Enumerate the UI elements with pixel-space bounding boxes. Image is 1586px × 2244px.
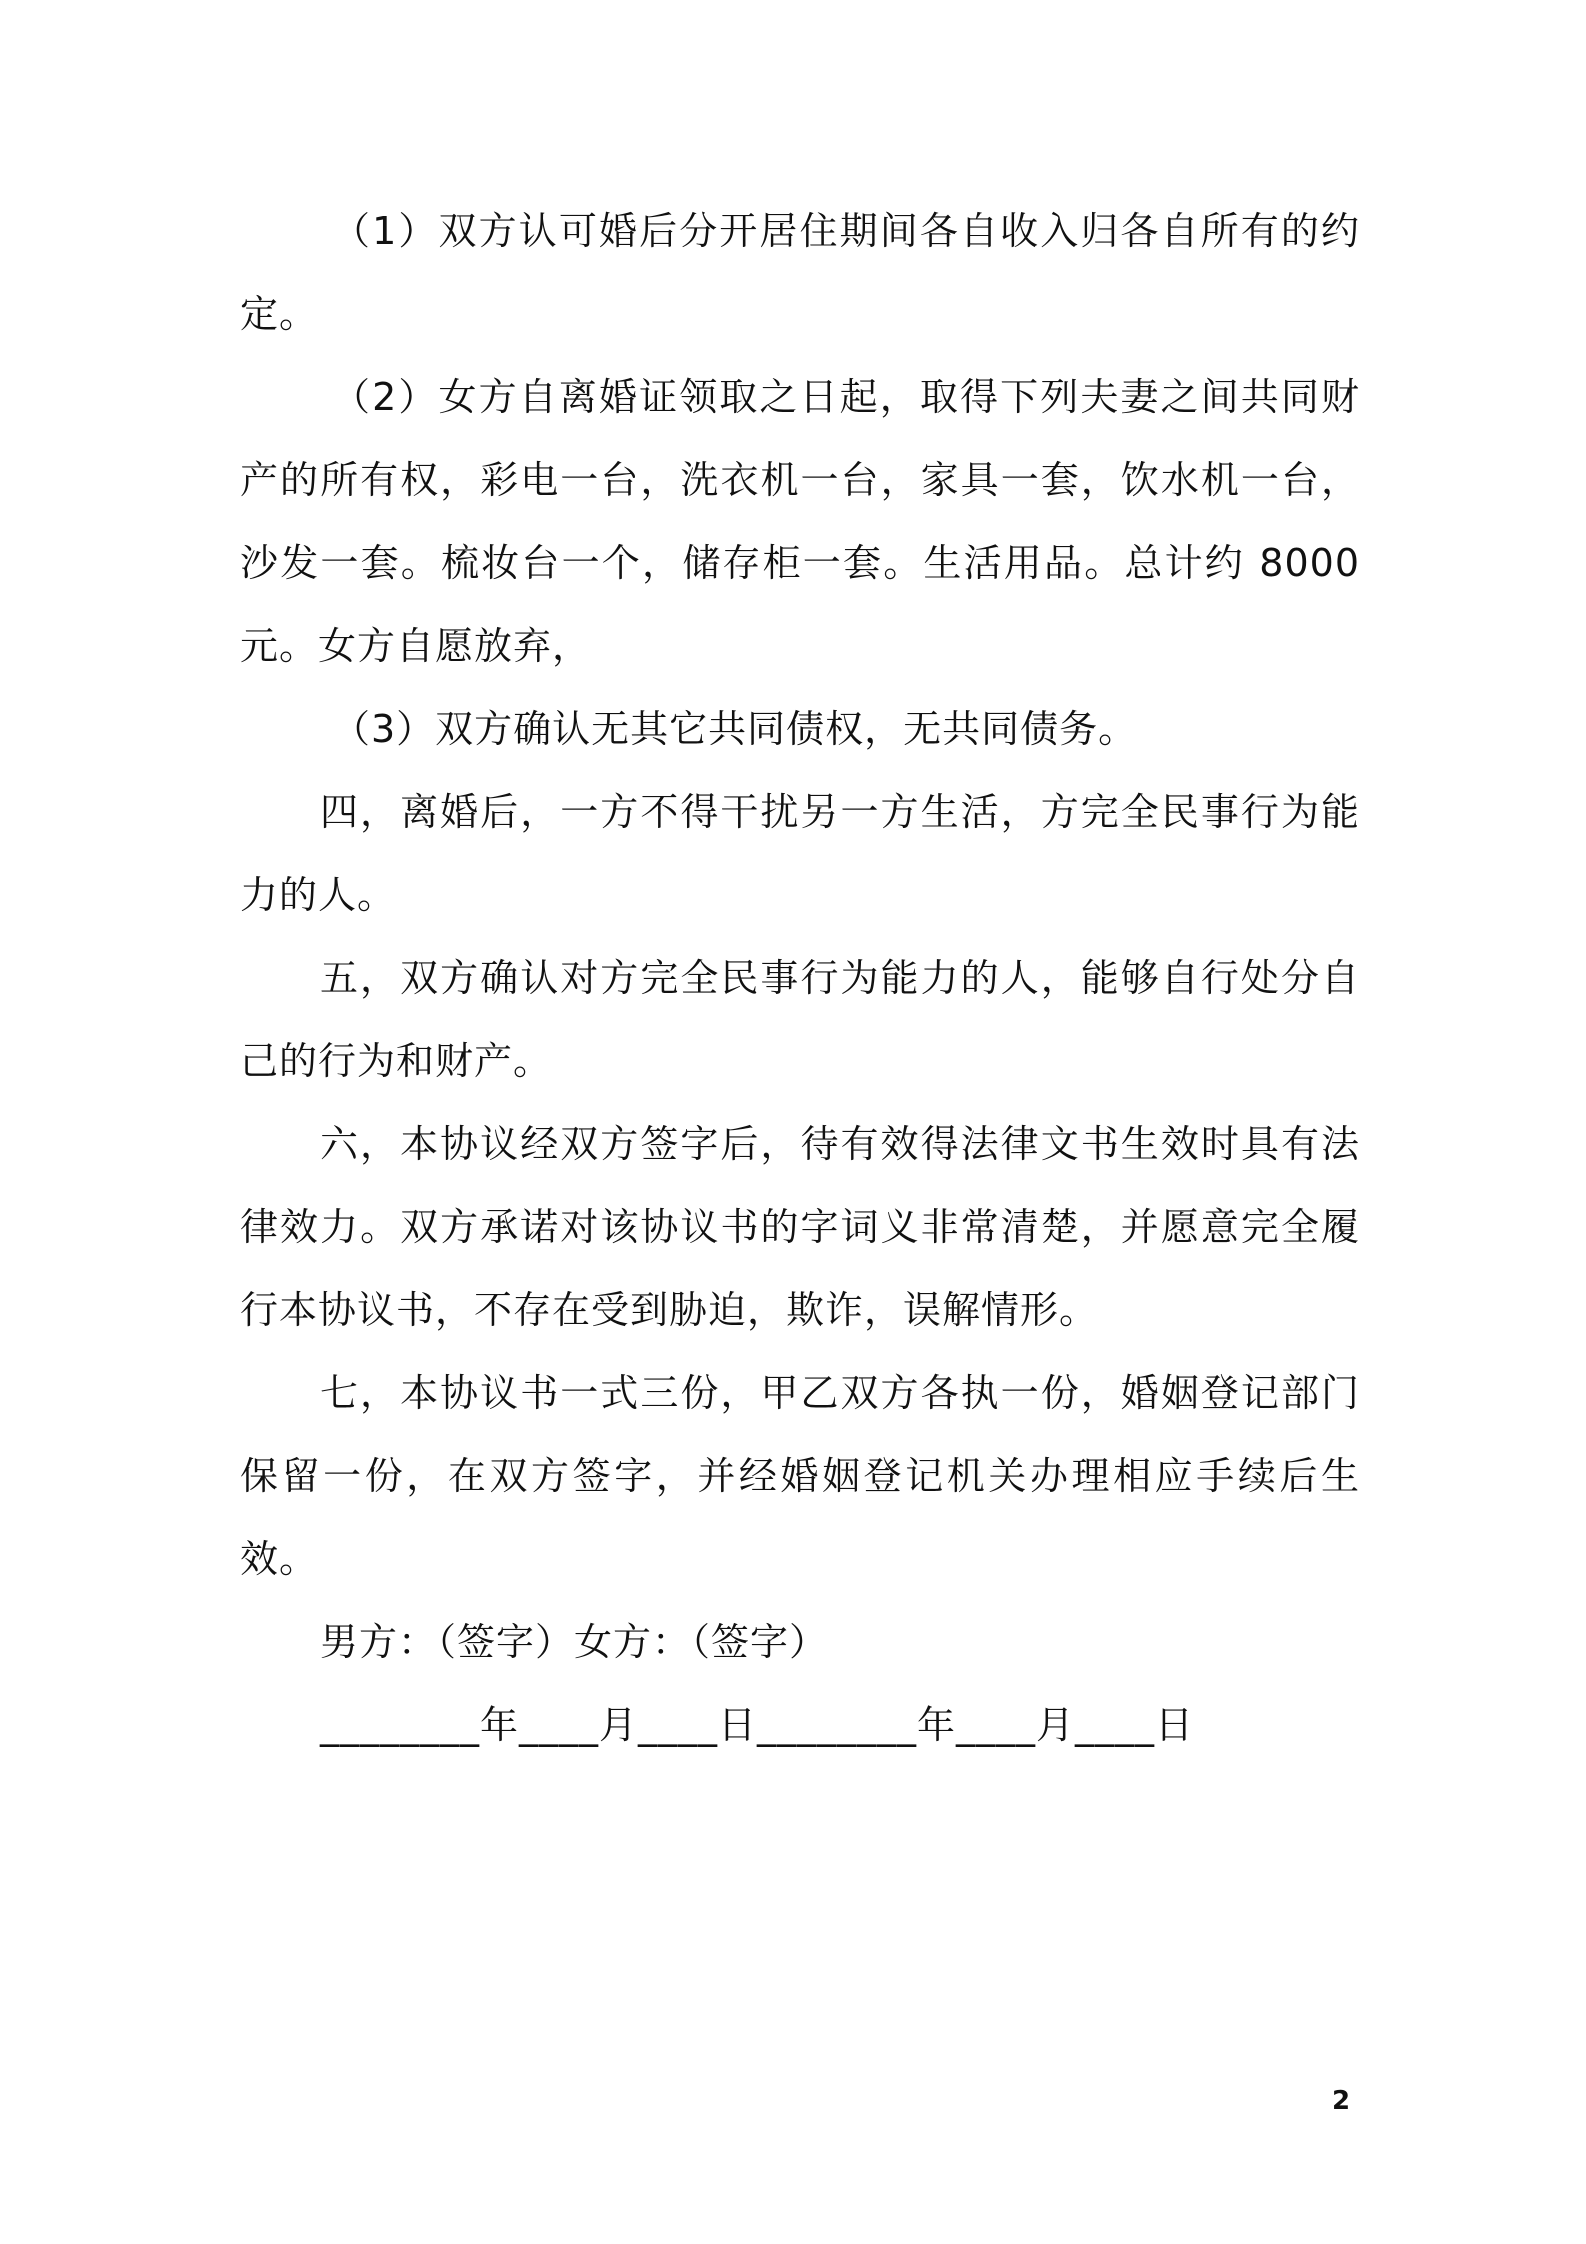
clause-3-debts: （3）双方确认无其它共同债权，无共同债务。 <box>332 707 1138 751</box>
clause-six: 六，本协议经双方签字后，待有效得法律文书生效时具有法律效力。双方承诺对该协议书的字词义非常清楚，并愿意完全履行本协议书，不存在受到胁迫，欺诈，误解情形。 <box>240 1122 1360 1332</box>
clause-seven: 七，本协议书一式三份，甲乙双方各执一份，婚姻登记部门保留一份，在双方签字，并经婚姻登记机关办理相应手续后生效。 <box>240 1371 1360 1581</box>
clause-four: 四，离婚后，一方不得干扰另一方生活，方完全民事行为能力的人。 <box>240 790 1360 917</box>
document-body <box>240 190 1374 1767</box>
clause-five: 五，双方确认对方完全民事行为能力的人，能够自行处分自己的行为和财产。 <box>240 956 1360 1083</box>
date-line: ________年____月____日________年____月____日 <box>320 1703 1195 1747</box>
clause-2-property: （2）女方自离婚证领取之日起，取得下列夫妻之间共同财产的所有权，彩电一台，洗衣机一台，家具一套，饮水机一台，沙发一套。梳妆台一个，储存柜一套。生活用品。总计约 8000 元。女方自愿放弃， <box>240 375 1374 668</box>
clause-1-income: （1）双方认可婚后分开居住期间各自收入归各自所有的约定。 <box>240 209 1360 336</box>
page-number: 2 <box>1332 2086 1351 2116</box>
signature-line: 男方：（签字）女方：（签字） <box>320 1620 829 1664</box>
